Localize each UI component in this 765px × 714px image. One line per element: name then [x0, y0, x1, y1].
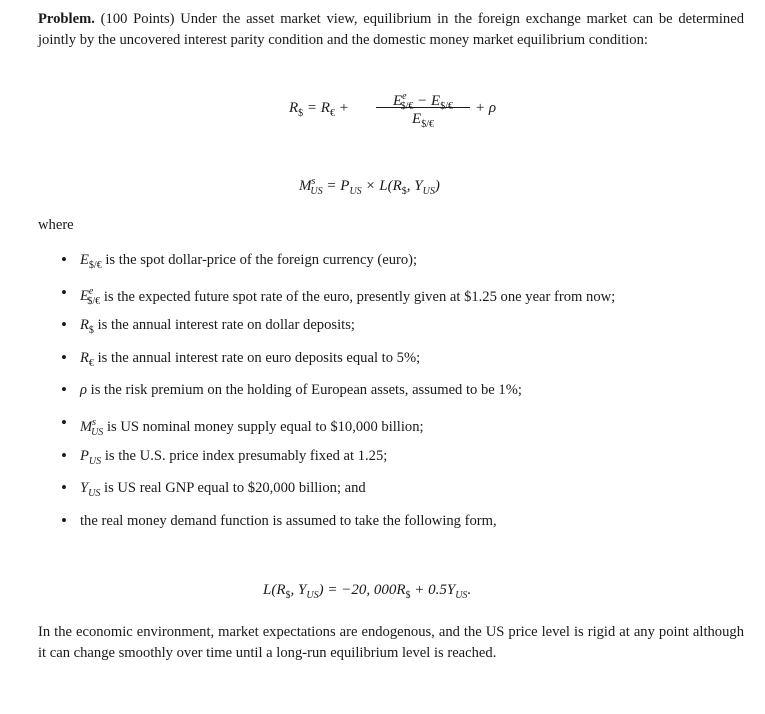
problem-intro: (100 Points) Under the asset market view, equilibrium in the foreign exchange market can be determined jointly by the uncovered interest parity condition and the domestic money market equilibrium condition:	[38, 11, 744, 48]
definition-symbol: $E_{\$/€}$	[80, 252, 102, 271]
list-item	[60, 478, 750, 511]
list-item	[60, 283, 750, 316]
list-item	[60, 380, 750, 413]
list-item	[60, 446, 750, 479]
list-item	[60, 250, 750, 283]
uip-numerator: $E^e_{\$/€} - E_{\$/€}$	[393, 91, 453, 112]
list-item	[60, 348, 750, 381]
definition-symbol: ρ	[80, 382, 88, 399]
definition-symbol: $R_€$	[80, 349, 94, 369]
definition-symbol: $Y_{US}$	[80, 480, 101, 500]
money-demand-equation: $L(R_{\$}$, $Y_{US}) = -20$, $000R_{\$} + 0.5Y_{US}$.	[263, 582, 472, 601]
definition-text: is the annual interest rate on euro deposits equal to 5%;	[97, 349, 421, 366]
definition-text: is the annual interest rate on dollar deposits;	[97, 317, 355, 334]
closing-paragraph: In the economic environment, market expectations are endogenous, and the US price level is rigid at any point although it can change smoothly over time until a long-run equilibrium level is reached.	[38, 624, 744, 661]
uip-tail: + ρ	[475, 100, 497, 116]
definition-symbol: $E^e_{\$/€}$	[80, 286, 101, 308]
definition-text: is US real GNP equal to $20,000 billion; and	[104, 480, 366, 497]
definition-symbol: $M^s_{US}$	[80, 416, 104, 438]
intro-paragraph	[38, 9, 744, 51]
uip-fraction	[374, 86, 472, 129]
where-label: where	[38, 217, 74, 233]
uip-denominator: $E_{\$/€}$	[412, 111, 434, 130]
list-item	[60, 315, 750, 348]
list-item	[60, 413, 750, 446]
money-market-equation: $M^s_{US} = P_{US} \times L(R_{\$}$, $Y_{US}$)	[299, 176, 440, 197]
definition-text: is the U.S. price index presumably fixed at 1.25;	[104, 447, 388, 464]
definition-text: is the expected future spot rate of the euro, presently given at $1.25 one year from now;	[103, 288, 616, 305]
definition-symbol: $P_{US}$	[80, 447, 102, 467]
definition-text: is the spot dollar-price of the foreign currency (euro);	[105, 252, 418, 268]
definition-text: is the risk premium on the holding of European assets, assumed to be 1%;	[90, 382, 522, 399]
list-item	[60, 511, 750, 544]
definition-text: is US nominal money supply equal to $10,000 billion;	[106, 418, 424, 435]
definition-list	[60, 250, 750, 543]
definition-text: the real money demand function is assumed to take the following form,	[80, 512, 497, 529]
problem-label: Problem.	[38, 11, 95, 27]
uip-lhs: $R_{\$} = R_€$ +	[289, 100, 349, 119]
definition-symbol: $R_{\$}$	[80, 317, 94, 337]
